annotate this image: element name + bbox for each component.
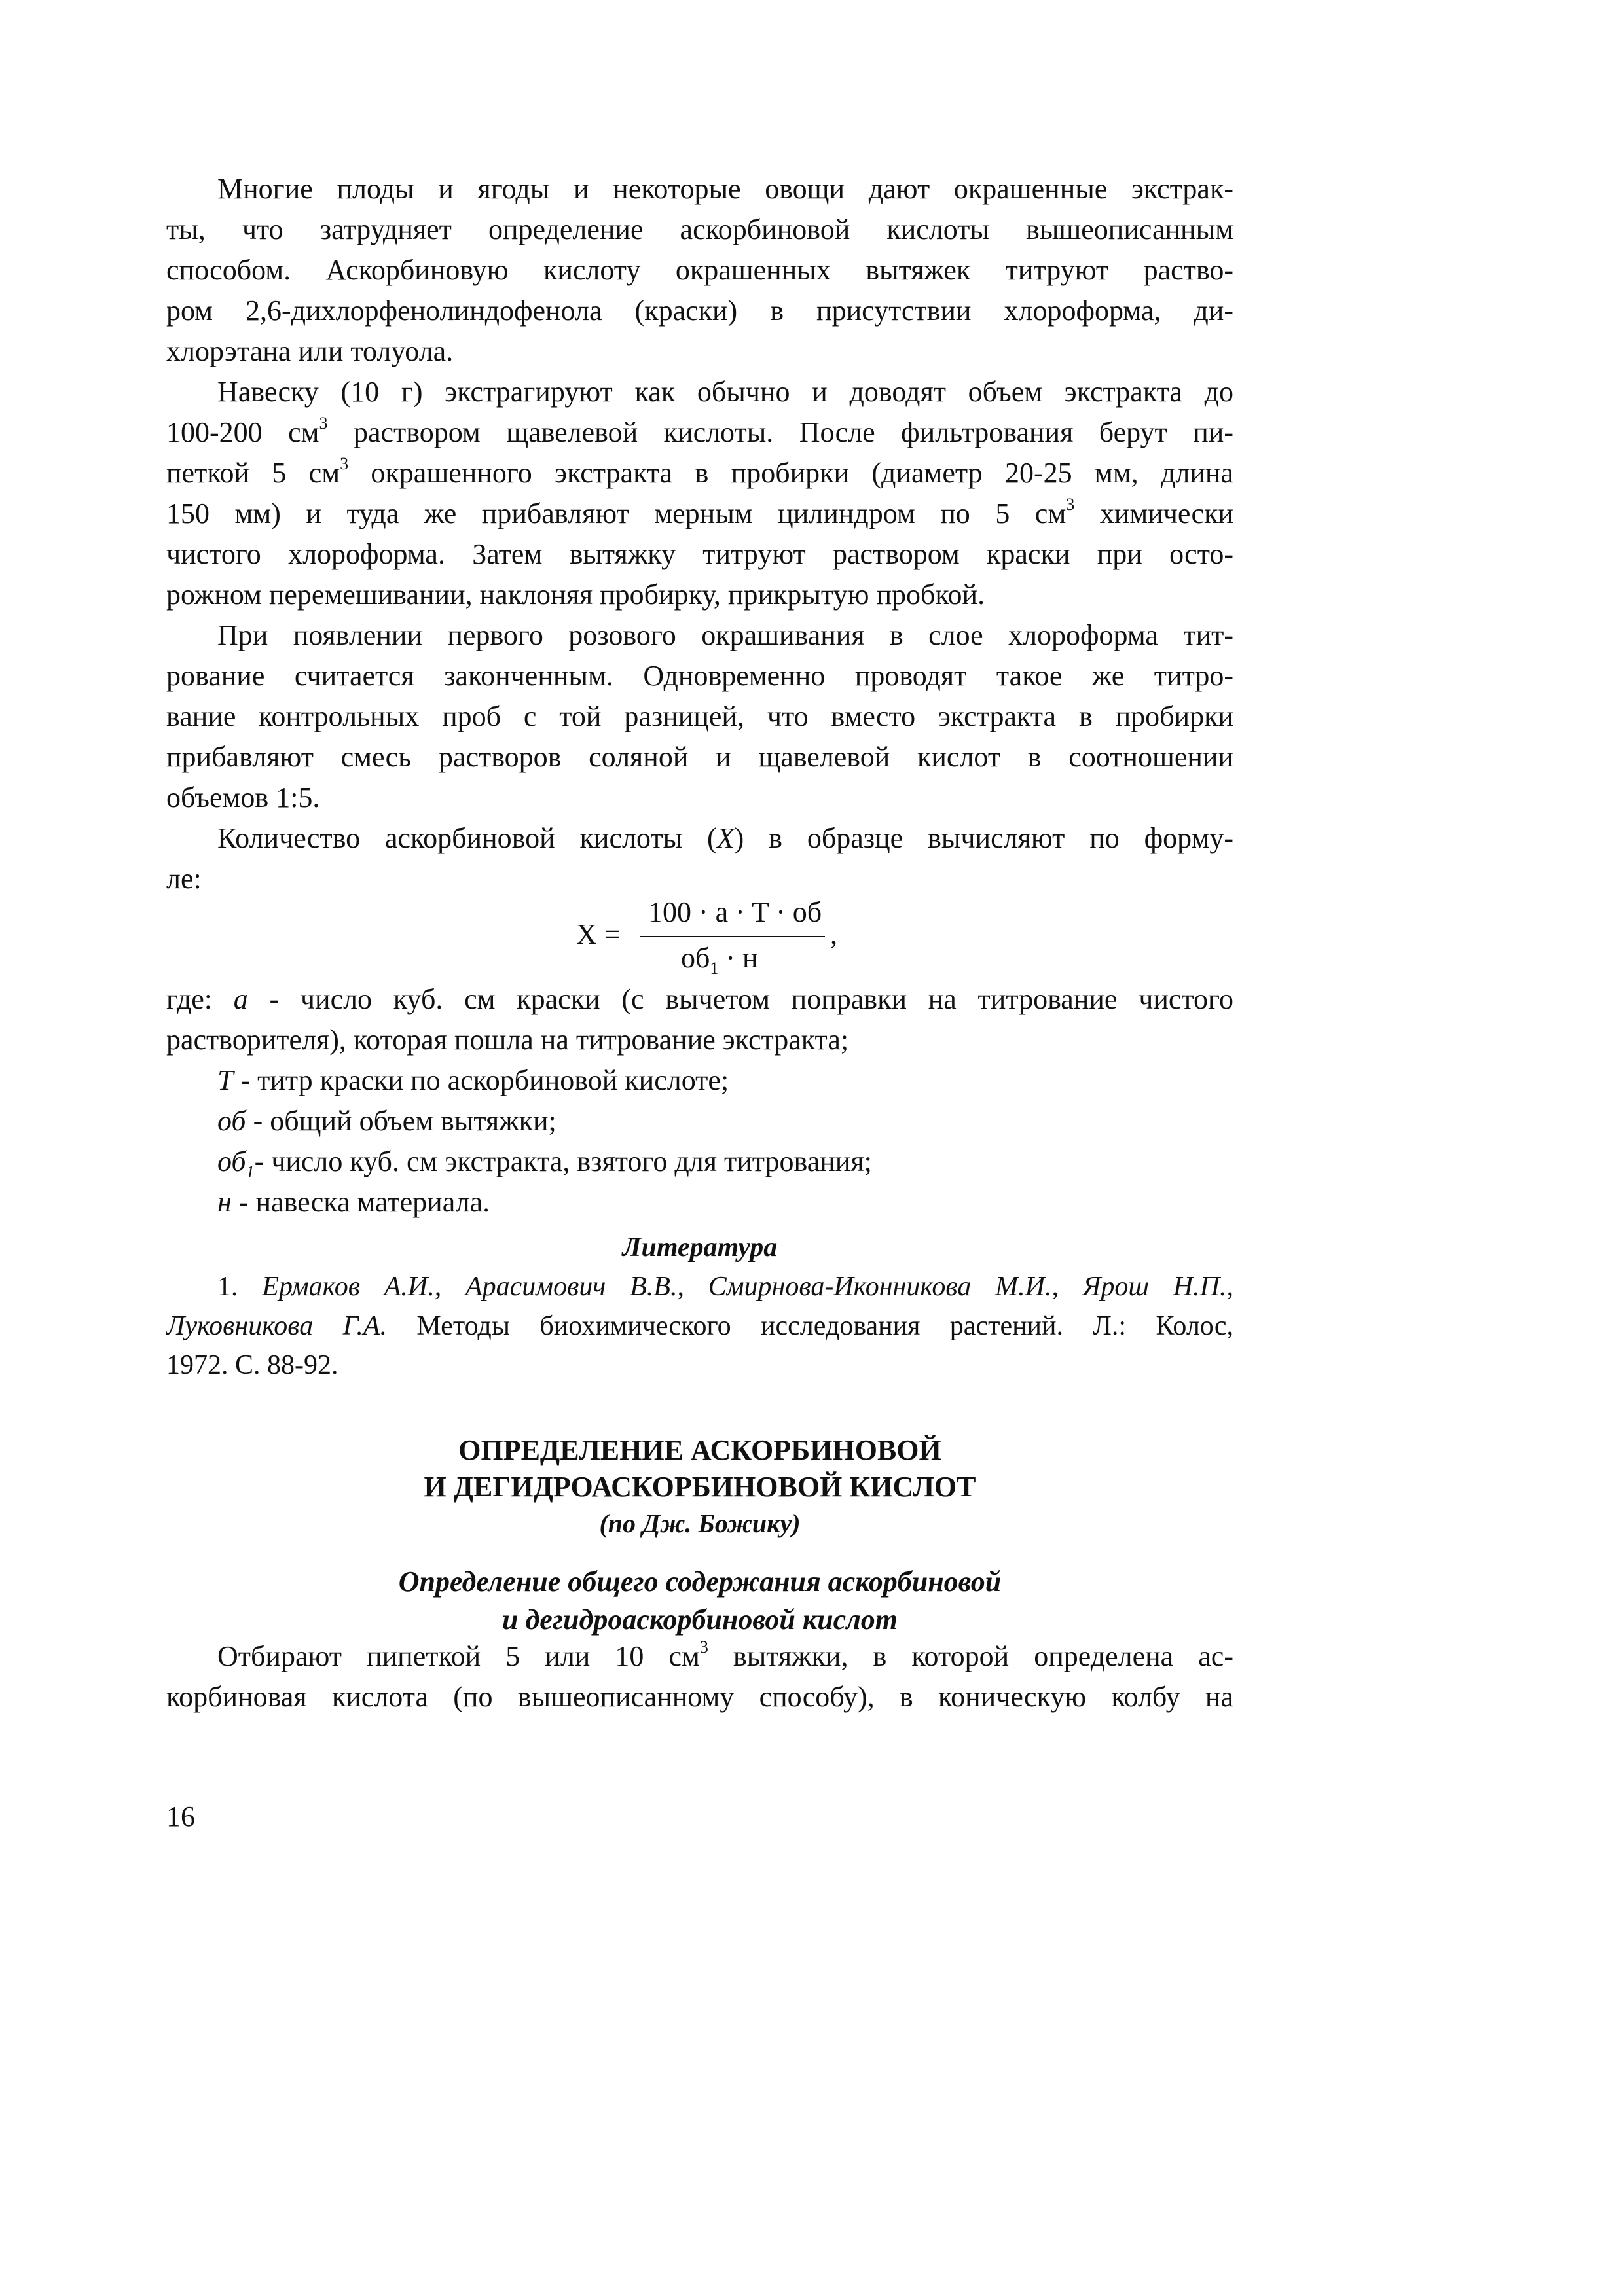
formula-denominator: $об_1 \cdot н$ (681, 942, 758, 978)
text-line: Количество аскорбиновой кислоты (X) в образце вычисляют по форму- (217, 822, 1233, 854)
text-line: корбиновая кислота (по вышеописанному способу), в коническую колбу на (166, 1681, 1233, 1713)
text-line: рожном перемешивании, наклоняя пробирку, прикрытую пробкой. (166, 579, 985, 611)
reference-line: 1. Ермаков А.И., Арасимович В.В., Смирнова-Иконникова М.И., Ярош Н.П., (217, 1272, 1234, 1302)
formula-numerator: 100 · a · T · об (648, 896, 822, 928)
literature-section (166, 1228, 1233, 1385)
fraction-bar (640, 936, 825, 937)
text-line: петкой 5 $см^3$ окрашенного экстракта в пробирки (диаметр 20-25 мм, длина (166, 454, 1233, 489)
text-line: где: а - число куб. см краски (с вычетом поправки на титрование чистого (166, 983, 1234, 1015)
subsection-title: Определение общего содержания аскорбиновой (398, 1566, 1002, 1598)
text-line: ром 2,6-дихлорфенолиндофенола (краски) в присутствии хлороформа, ди- (166, 295, 1233, 327)
text-line: ле: (166, 863, 202, 895)
paragraph-sampling (166, 1636, 1233, 1717)
text-line: Многие плоды и ягоды и некоторые овощи дают окрашенные экстрак- (217, 173, 1233, 205)
text-line: рование считается законченным. Одновременно проводят такое же титро- (166, 660, 1233, 692)
paragraph-sample-procedure (166, 372, 1233, 615)
text-line: При появлении первого розового окрашивания в слое хлороформа тит- (217, 619, 1233, 651)
page-number: 16 (166, 1801, 195, 1833)
section-heading (166, 1432, 1233, 1542)
text-line: прибавляют смесь растворов соляной и щавелевой кислот в соотношении (166, 741, 1233, 773)
text-line: Отбирают пипеткой 5 или 10 $см^3$ вытяжки, в которой определена ас- (217, 1638, 1233, 1672)
text-line: 150 мм) и туда же прибавляют мерным цилиндром по 5 $см^3$ химически (166, 495, 1233, 529)
section-title: ОПРЕДЕЛЕНИЕ АСКОРБИНОВОЙ (458, 1434, 941, 1466)
formula-ascorbic-acid (576, 890, 851, 982)
text-line: вание контрольных проб с той разницей, что вместо экстракта в пробирки (166, 700, 1233, 732)
subsection-title: и дегидроаскорбиновой кислот (501, 1604, 898, 1636)
text-line: чистого хлороформа. Затем вытяжку титруют раствором краски при осто- (166, 538, 1233, 570)
subsection-heading (166, 1563, 1233, 1639)
text-line: 100-200 $см^3$ раствором щавелевой кислоты. После фильтрования берут пи- (166, 414, 1233, 448)
reference-line: 1972. С. 88-92. (166, 1350, 338, 1380)
text-line: хлорэтана или толуола. (166, 335, 454, 367)
text-line: ты, что затрудняет определение аскорбиновой кислоты вышеописанным (166, 213, 1233, 245)
paragraph-formula-intro (166, 818, 1233, 899)
formula-comma: , (830, 918, 837, 950)
formula-definitions (166, 979, 1233, 1223)
reference-line: Луковникова Г.А. Методы биохимического исследования растений. Л.: Колос, (166, 1311, 1233, 1341)
paragraph-titration-end (166, 615, 1233, 818)
section-subtitle: (по Дж. Божику) (599, 1509, 801, 1538)
text-line: $об_1-$ число куб. см экстракта, взятого для титрования; (217, 1145, 872, 1181)
literature-heading: Литература (622, 1232, 778, 1263)
section-title: И ДЕГИДРОАСКОРБИНОВОЙ КИСЛОТ (424, 1471, 976, 1503)
text-line: способом. Аскорбиновую кислоту окрашенных вытяжек титруют раство- (166, 254, 1233, 286)
formula-lhs: X = (576, 918, 621, 950)
text-line: об - общий объем вытяжки; (217, 1105, 556, 1137)
text-line: объемов 1:5. (166, 781, 320, 814)
text-line: Навеску (10 г) экстрагируют как обычно и доводят объем экстракта до (217, 376, 1233, 408)
paragraph-colored-extracts (166, 169, 1233, 372)
text-line: н - навеска материала. (217, 1186, 490, 1218)
text-line: Т - титр краски по аскорбиновой кислоте; (217, 1064, 729, 1096)
text-line: растворителя), которая пошла на титрование экстракта; (166, 1024, 849, 1056)
